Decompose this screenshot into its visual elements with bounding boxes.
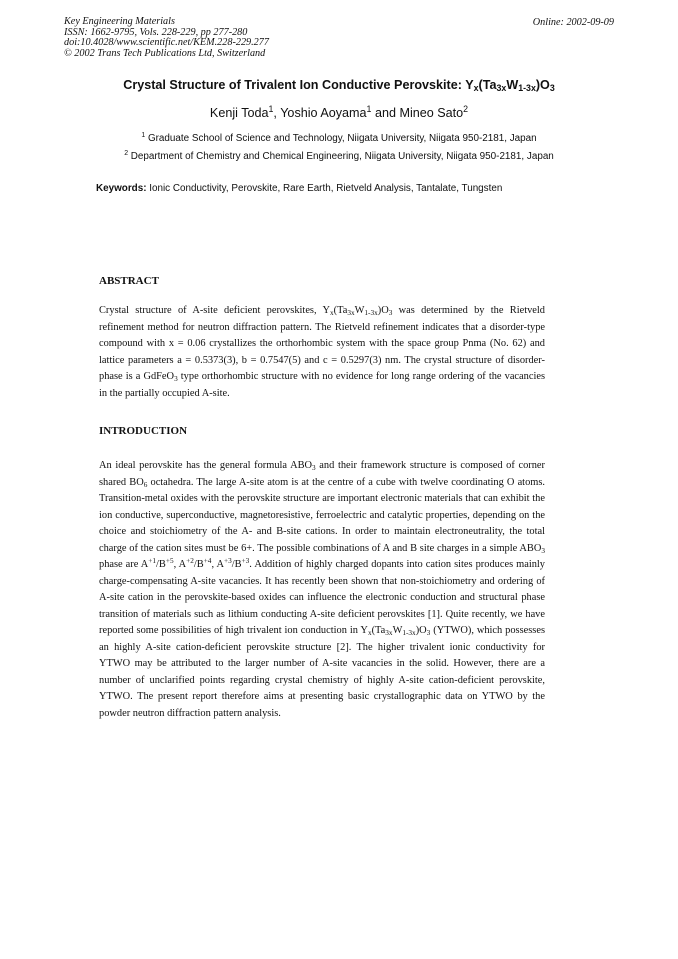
- introduction-heading: INTRODUCTION: [99, 425, 188, 437]
- keywords-text: Ionic Conductivity, Perovskite, Rare Earth, Rietveld Analysis, Tantalate, Tungsten: [146, 183, 503, 194]
- abstract-heading: ABSTRACT: [99, 275, 159, 287]
- abstract-paragraph: Crystal structure of A-site deficient perovskites, $Y_x(Ta_{3x}W_{1-3x})O_3$ was determined by the Rietveld refinement method for neutron diffraction pattern. The Rietveld refinement indicates that a disorder-type compound with x = 0.06 crystallizes the orthorhombic system with the space group Pnma (No. 62) and lattice parameters a = 0.5373(3), b = 0.7547(5) and c = 0.5297(3) nm. The crystal structure of disorder-phase is a GdFeO$_3$ type orthorhombic structure with no evidence for long range ordering of the vacancies in the partially occupied A-site.: [99, 305, 545, 399]
- online-date: Online: 2002-09-09: [532, 17, 614, 28]
- issn-line: ISSN: 1662-9795, Vols. 228-229, pp 277-280: [64, 26, 248, 38]
- author-list: Kenji Toda$^1$, Yoshio Aoyama$^1$ and Mineo Sato$^2$: [209, 104, 469, 120]
- introduction-paragraph: An ideal perovskite has the general formula $ABO_3$ and their framework structure is composed of corner shared $BO_6$ octahedra. The large A-site atom is at the centre of a cube with twelve coordinating O atoms. Transition-metal oxides with the perovskite structure are important electronic materials that can exhibit the ion conductive, superconductive, magnetoresistive, ferroelectric and catalytic properties, depending on the choice and stoichiometry of the A- and B-site cations. In order to maintain electroneutrality, the total charge of the cation sites must be 6+. The possible combinations of A and B site charges in a simple $ABO_3$ phase are $A^{+1}/B^{+5}$, $A^{+2}/B^{+4}$, $A^{+3}/B^{+3}$. Addition of highly charged dopants into cation sites produces mainly charge-compensating A-site vacancies. It has recently been shown that non-stoichiometry and ordering of A-site cation in the perovskite-based oxides can influence the electronic conduction and structural phase transition of materials such as lithium conducting A-site deficient perovskites [1]. Quite recently, we have reported some possibilities of high trivalent ion conduction in $Y_x(Ta_{3x}W_{1-3x})O_3$ (YTWO), which possesses an highly A-site cation-deficient perovskite structure [2]. The higher trivalent ionic conductivity for YTWO may be attributed to the larger number of A-site vacancies in the solid. However, there are a number of unclarified points regarding crystal chemistry of highly A-site cation-deficient perovskite, YTWO. The present report therefore aims at presenting basic crystallographic data on YTWO by the powder neutron diffraction pattern analysis.: [99, 460, 546, 719]
- affiliation-1: $^1$ Graduate School of Science and Technology, Niigata University, Niigata 950-2181, Japan: [141, 132, 537, 144]
- doi-line: doi:10.4028/www.scientific.net/KEM.228-229.277: [64, 37, 269, 49]
- affiliation-2: $^2$ Department of Chemistry and Chemical Engineering, Niigata University, Niigata 950-2181, Japan: [124, 150, 554, 162]
- publication-header: [64, 17, 269, 59]
- keywords-label: Keywords:: [96, 183, 147, 194]
- keywords: [96, 183, 502, 194]
- paper-title: Crystal Structure of Trivalent Ion Conductive Perovskite: $Y_x(Ta_{3x}W_{1-3x})O_3$: [123, 78, 555, 94]
- journal-name: Key Engineering Materials: [64, 16, 175, 27]
- copyright-line: © 2002 Trans Tech Publications Ltd, Switzerland: [64, 47, 266, 59]
